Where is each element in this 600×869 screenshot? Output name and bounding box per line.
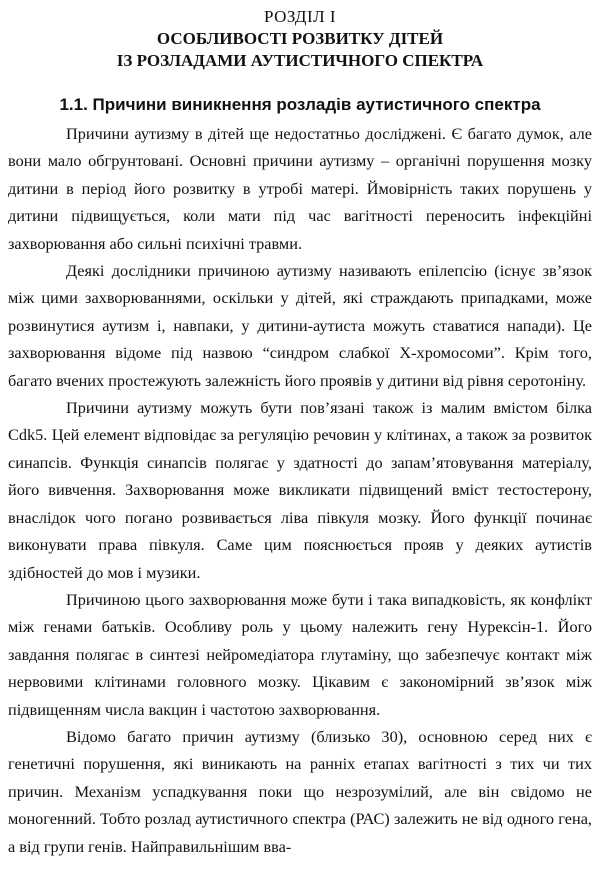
section-label: РОЗДІЛ І <box>263 7 337 26</box>
paragraph: Причиною цього захворювання може бути і така випадковість, як конфлікт між генами батьків. Особливу роль у цьому належить гену Нурексін-1. Його завдання полягає в синтезі нейромедіатора глутаміну, що забезпечує контакт між нервовими клітинами головного мозку. Цікавим є закономірний зв’язок між підвищенням числа вакцин і частотою захворювання. <box>8 589 592 719</box>
paragraph: Причини аутизму в дітей ще недостатньо досліджені. Є багато думок, але вони мало обгрунтовані. Основні причини аутизму – органічні порушення мозку дитини в період його розвитку в утробі матері. Ймовірність таких порушень у дитини підвищується, коли мати під час вагітності переносить інфекційні захворювання або сильні психічні травми. <box>8 124 592 253</box>
chapter-title-line-1: ОСОБЛИВОСТІ РОЗВИТКУ ДІТЕЙ <box>156 29 444 48</box>
chapter-title-line-2: ІЗ РОЗЛАДАМИ АУТИСТИЧНОГО СПЕКТРА <box>116 51 484 70</box>
paragraph: Деякі дослідники причиною аутизму називають епілепсію (існує зв’язок між цими захворюваннями, оскільки у дітей, які страждають припадками, може розвинутися аутизм і, навпаки, у дитини-аутиста можуть ставатися напади). Це захворювання відоме під назвою “синдром слабкої Х-хромосоми”. Крім того, багато вчених простежують залежність його проявів у дитини від рівня серотоніну. <box>8 261 592 390</box>
paragraph: Причини аутизму можуть бути пов’язані також із малим вмістом білка Cdk5. Цей елемент відповідає за регуляцію речовин у клітинах, а також за розвиток синапсів. Функція синапсів полягає у здатності до запам’ятовування матеріалу, його вивчення. Захворювання може викликати підвищений вміст тестостерону, внаслідок чого погано розвивається ліва півкуля мозку. Його функції починає виконувати права півкуля. Саме цим пояснюється прояв у деяких аутистів здібностей до мов і музики. <box>8 398 592 582</box>
paragraph: Відомо багато причин аутизму (близько 30), основною серед них є генетичні порушення, які виникають на ранніх етапах вагітності з тих чи тих причин. Механізм успадкування поки що незрозумілий, але він свідомо не моногенний. Тобто розлад аутистичного спектра (РАС) залежить не від одного гена, а від групи генів. Найправильнішим вва- <box>8 726 592 856</box>
subsection-title: 1.1. Причини виникнення розладів аутистичного спектра <box>59 95 541 114</box>
body-text <box>8 120 592 860</box>
